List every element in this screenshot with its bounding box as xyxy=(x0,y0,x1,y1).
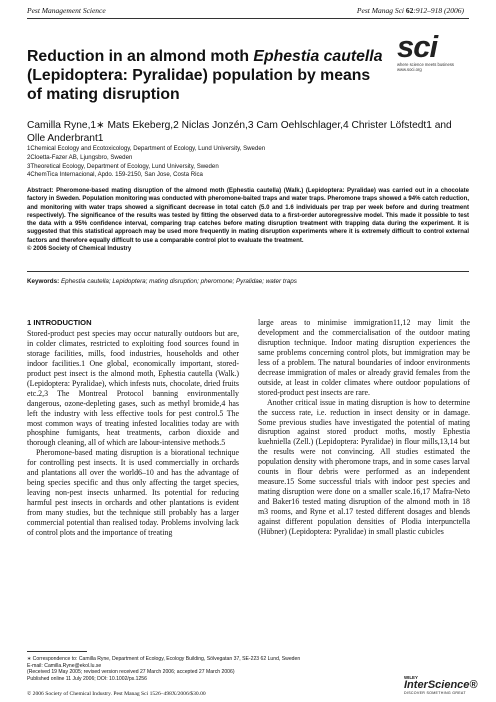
paragraph: Another critical issue in mating disruption is how to determine the success rate, i.e. reduction in insect density or in damage. Some previous studies have investigated the potential of mating disruption against stored product moths, mostly Ephestia kuehniella (Zell.) (Lepidoptera: Pyralidae) in flour mills,13,14 but the results were not convincing. All studies estimated the population density with pheromone traps, and in some cases larval counts in flour debris were performed as an independent measure.15 Some successful trials with indoor pest species and mating disruption were done on a smaller scale.16,17 Mafra-Neto and Baker16 tested mating disruption of the almond moth in 18 m3 rooms, and Ryne et al.17 tested different dosages and blends against different population densities of Plodia interpunctella (Hübner) (Lepidoptera: Pyralidae) in small plastic cubicles xyxy=(258,397,470,537)
publisher-tagline: DISCOVER SOMETHING GREAT xyxy=(404,691,466,695)
wiley-interscience-logo xyxy=(404,675,478,695)
affiliations xyxy=(27,145,467,180)
title-post: (Lepidoptera: Pyralidae) population by means of mating disruption xyxy=(27,67,371,103)
affiliation-2: 2Cloetta-Fazer AB, Ljungsbro, Sweden xyxy=(27,153,133,161)
footnote-rule xyxy=(27,651,87,652)
abstract-rule xyxy=(27,271,469,272)
title-species: Ephestia cautella xyxy=(253,48,383,65)
keywords-label: Keywords: xyxy=(27,278,60,285)
body-column-left xyxy=(27,318,239,538)
abstract-text: Abstract: Pheromone-based mating disruption of the almond moth (Ephestia cautella) (Walk.) (Lepidoptera: Pyralidae) was carried out in a chocolate factory in Sweden. Population monitoring was conducted with pheromone-baited traps and water traps. Pheromone traps showed a 94% catch reduction, and monitoring with water traps showed a significant decrease in total catch (5.0 and 1.6 individuals per trap per week before and during treatment respectively). The significance of the results was tested by fitting the observed data to a first-order autoregressive model. This made it possible to test the data with a 95% confidence interval, comparing trap catches before mating disruption treatment with trapping data during the experiment. It is suggested that this statistical approach may be used more frequently in mating disruption experiments where it is extremely difficult to control external factors and therefore equally difficult to use a comparable control plot to evaluate the treatment. xyxy=(27,188,469,244)
affiliation-3: 3Theoretical Ecology, Department of Ecology, Lund University, Sweden xyxy=(27,162,219,170)
footnote-received: (Received 19 May 2005; revised version received 27 March 2006; accepted 27 March 2006) xyxy=(27,669,235,676)
title-pre: Reduction in an almond moth xyxy=(27,48,254,65)
publisher-name: InterScience® xyxy=(404,679,478,691)
paragraph: Pheromone-based mating disruption is a biorational technique for controlling pest insects. It is used commercially in orchards and plantations all over the world6–10 and has the advantage of being species specific and thus only affecting the target species, leaving non-pest insects unharmed. Its potential for reducing harmful pest insects in orchards and other plantations is evident from many studies, but the technique still probably has a larger commercial potential than realised today. Problems involving lack of control plots and the importance of treating xyxy=(27,448,239,538)
affiliation-1: 1Chemical Ecology and Ecotoxicology, Department of Ecology, Lund University, Sweden xyxy=(27,145,266,152)
footnote-email: E-mail: Camilla.Ryne@ekol.lu.se xyxy=(27,662,102,669)
abstract-copyright: © 2006 Society of Chemical Industry xyxy=(27,245,132,252)
keywords xyxy=(27,278,469,286)
author-list: Camilla Ryne,1∗ Mats Ekeberg,2 Niclas Jonzén,3 Cam Oehlschlager,4 Christer Löfstedt1 and Olle Anderbrant1 xyxy=(27,120,452,144)
footnotes xyxy=(27,656,397,682)
copyright-line: © 2006 Society of Chemical Industry. Pest Manag Sci 1526–498X/2006/$30.00 xyxy=(27,691,206,697)
header-rule xyxy=(27,18,469,19)
sci-logo xyxy=(397,29,471,72)
section-heading: 1 INTRODUCTION xyxy=(27,318,92,327)
citation-abbrev: Pest Manag Sci xyxy=(356,6,404,15)
paragraph: large areas to minimise immigration11,12 may limit the development and the commercialisation of the outdoor mating disruption technique. Indoor mating disruption experiences the same problems concerning control plots, but immigration may be less of a problem. The natural boundaries of indoor environments decrease immigration of males or already gravid females from the outside, at least in colder climates where outdoor populations of stored-product pest insects are rare. xyxy=(258,318,470,397)
abstract xyxy=(27,187,469,253)
footnote-published: Published online 11 July 2006; DOI: 10.1002/ps.1256 xyxy=(27,675,147,682)
page-range: :912–918 (2006) xyxy=(413,6,464,15)
body-column-right xyxy=(258,318,470,537)
footnote-correspondence: ∗ Correspondence to: Camilla Ryne, Department of Ecology, Ecology Building, Sölvegatan 37, SE-223 62 Lund, Sweden xyxy=(27,656,301,662)
keywords-text: Ephestia cautella; Lepidoptera; mating disruption; pheromone; Pyralidae; water traps xyxy=(59,278,297,285)
logo-tagline: where science meets business xyxy=(397,62,455,67)
volume-number: 62 xyxy=(405,6,414,15)
publisher-top: WILEY xyxy=(404,675,418,680)
paragraph: Stored-product pest species may occur naturally outdoors but are, in colder climates, restricted to exploiting food sources found in storage facilities, mills, food industries, households and other indoor facilities.1 One global, economically important, stored-product pest insect is the almond moth, Ephestia cautella (Walk.) (Lepidoptera: Pyralidae), which infests nuts, chocolate, dried fruits etc.2,3 The Montreal Protocol banning environmentally dangerous, ozone-depleting gases, such as methyl bromide,4 has left the industry with less effective tools for pest control.5 The most common ways of treating infested localities today are with phosphine fumigants, heat treatments, carbon dioxide and thorough cleaning, all of which are labour-intensive methods.5 xyxy=(27,328,239,448)
affiliation-4: 4ChemTica Internacional, Apdo. 159-2150, San Jose, Costa Rica xyxy=(27,171,203,179)
journal-citation xyxy=(357,6,464,15)
logo-url: www.soci.org xyxy=(397,67,422,72)
logo-mark: sci xyxy=(397,29,438,64)
article-title xyxy=(27,47,387,104)
journal-name: Pest Management Science xyxy=(27,6,106,15)
